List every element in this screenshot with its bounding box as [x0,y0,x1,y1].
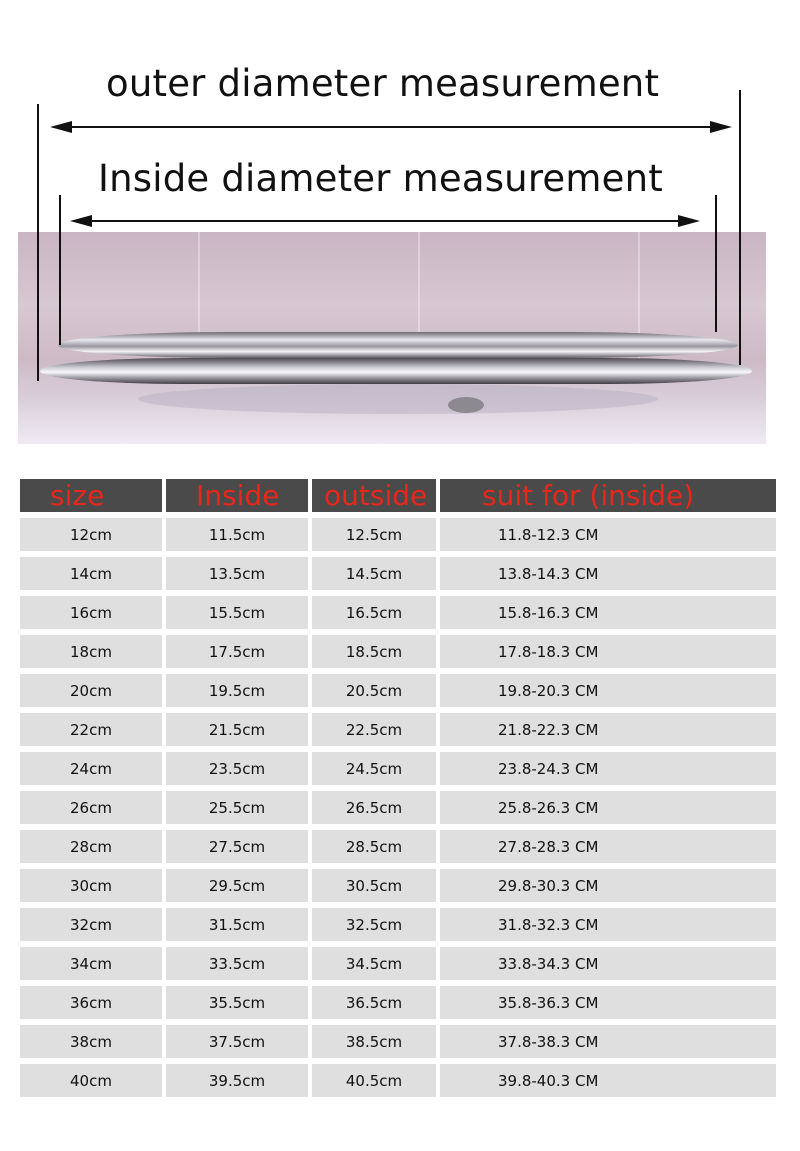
size-chart-table [16,473,780,1103]
cell-outside: 34.5cm [312,947,436,980]
cell-outside: 12.5cm [312,518,436,551]
cell-inside: 29.5cm [166,869,308,902]
cell-outside: 28.5cm [312,830,436,863]
cell-inside: 13.5cm [166,557,308,590]
table-row [20,635,776,668]
table-row [20,830,776,863]
cell-size: 26cm [20,791,162,824]
cell-outside: 14.5cm [312,557,436,590]
table-header-row [20,479,776,512]
cell-outside: 16.5cm [312,596,436,629]
cell-suit-for: 11.8-12.3 CM [440,518,776,551]
cell-inside: 35.5cm [166,986,308,1019]
outer-arrow-right-icon [710,121,732,133]
table-row [20,752,776,785]
cell-size: 28cm [20,830,162,863]
cell-size: 24cm [20,752,162,785]
cell-inside: 37.5cm [166,1025,308,1058]
dimension-lines [0,0,800,455]
cell-outside: 32.5cm [312,908,436,941]
cell-suit-for: 27.8-28.3 CM [440,830,776,863]
table-row [20,908,776,941]
inside-arrow-right-icon [678,215,700,227]
cell-size: 38cm [20,1025,162,1058]
cell-size: 32cm [20,908,162,941]
header-inside: Inside [166,479,308,512]
cell-size: 14cm [20,557,162,590]
header-size: size [20,479,162,512]
cell-suit-for: 29.8-30.3 CM [440,869,776,902]
cell-size: 12cm [20,518,162,551]
cell-inside: 23.5cm [166,752,308,785]
cell-suit-for: 13.8-14.3 CM [440,557,776,590]
cell-inside: 31.5cm [166,908,308,941]
table-row [20,1064,776,1097]
cell-size: 36cm [20,986,162,1019]
table-row [20,713,776,746]
cell-outside: 26.5cm [312,791,436,824]
cell-suit-for: 19.8-20.3 CM [440,674,776,707]
cell-suit-for: 23.8-24.3 CM [440,752,776,785]
table-row [20,947,776,980]
cell-size: 22cm [20,713,162,746]
table-row [20,596,776,629]
header-outside: outside [312,479,436,512]
measurement-diagram [0,0,800,455]
cell-size: 18cm [20,635,162,668]
table-row [20,791,776,824]
outer-arrow-left-icon [50,121,72,133]
table-row [20,869,776,902]
cell-outside: 22.5cm [312,713,436,746]
table-row [20,518,776,551]
cell-outside: 38.5cm [312,1025,436,1058]
table-row [20,674,776,707]
cell-size: 34cm [20,947,162,980]
cell-inside: 21.5cm [166,713,308,746]
cell-inside: 11.5cm [166,518,308,551]
cell-suit-for: 25.8-26.3 CM [440,791,776,824]
cell-suit-for: 17.8-18.3 CM [440,635,776,668]
cell-inside: 17.5cm [166,635,308,668]
table-row [20,557,776,590]
cell-outside: 18.5cm [312,635,436,668]
cell-outside: 36.5cm [312,986,436,1019]
cell-suit-for: 35.8-36.3 CM [440,986,776,1019]
cell-inside: 25.5cm [166,791,308,824]
cell-suit-for: 39.8-40.3 CM [440,1064,776,1097]
cell-outside: 20.5cm [312,674,436,707]
cell-inside: 15.5cm [166,596,308,629]
cell-size: 20cm [20,674,162,707]
header-suit-for: suit for (inside) [440,479,776,512]
cell-outside: 40.5cm [312,1064,436,1097]
cell-size: 40cm [20,1064,162,1097]
outer-diameter-label: outer diameter measurement [106,62,660,105]
cell-suit-for: 33.8-34.3 CM [440,947,776,980]
inside-arrow-left-icon [70,215,92,227]
cell-suit-for: 15.8-16.3 CM [440,596,776,629]
cell-suit-for: 31.8-32.3 CM [440,908,776,941]
inside-diameter-label: Inside diameter measurement [98,157,663,200]
table-row [20,1025,776,1058]
cell-suit-for: 21.8-22.3 CM [440,713,776,746]
cell-suit-for: 37.8-38.3 CM [440,1025,776,1058]
cell-size: 30cm [20,869,162,902]
cell-inside: 27.5cm [166,830,308,863]
table-row [20,986,776,1019]
cell-outside: 30.5cm [312,869,436,902]
cell-inside: 33.5cm [166,947,308,980]
cell-size: 16cm [20,596,162,629]
cell-inside: 39.5cm [166,1064,308,1097]
cell-inside: 19.5cm [166,674,308,707]
cell-outside: 24.5cm [312,752,436,785]
